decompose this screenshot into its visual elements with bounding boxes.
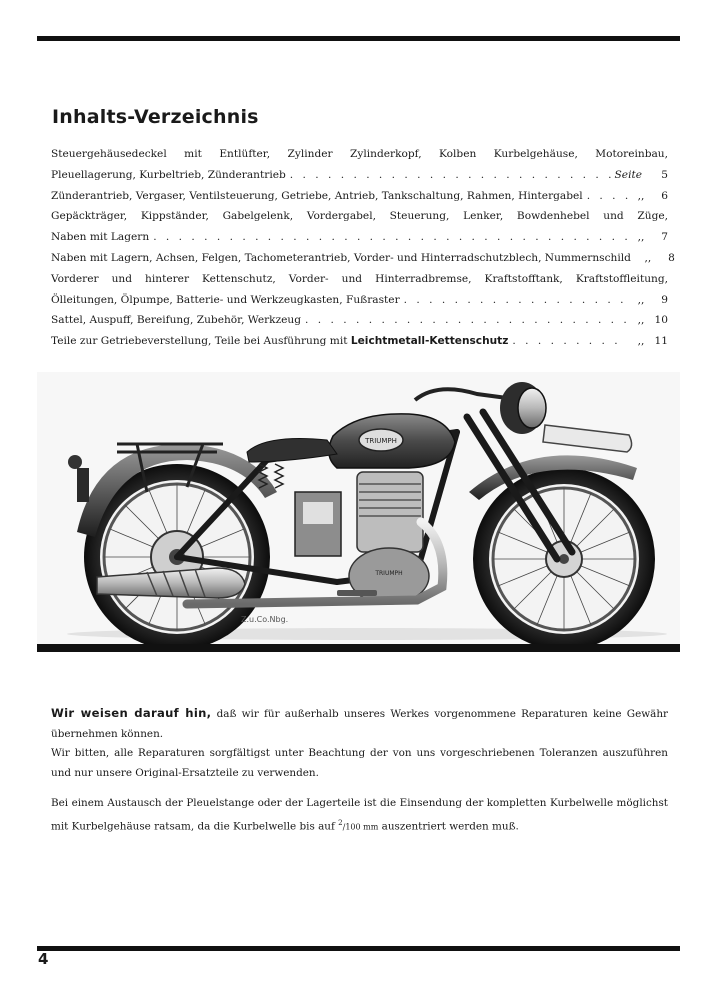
toc-row (51, 290, 668, 311)
toc-entry-text: Zünderantrieb, Vergaser, Ventilsteuerung, Getriebe, Antrieb, Tankschaltung, Rahmen, Hintergabel (51, 189, 583, 202)
toc-entry-text: Ölleitungen, Ölpumpe, Batterie- und Werkzeugkasten, Fußraster (51, 293, 400, 306)
ditto-mark: ,, (644, 251, 652, 264)
notice-section (51, 704, 668, 837)
motorcycle-photo (37, 372, 680, 644)
notice-paragraph (51, 704, 668, 744)
ditto-mark: ,, (637, 293, 645, 306)
tail-light (68, 455, 82, 469)
toc-row (51, 248, 675, 269)
front-wheel (473, 468, 655, 644)
notice-text: daß wir für außerhalb unseres Werkes vorgenommene Reparaturen keine Gewähr übernehmen können. (51, 708, 669, 740)
notice-lead: Wir weisen darauf hin, (51, 706, 212, 720)
toc-row (51, 227, 668, 248)
seite-label: Seite (614, 168, 642, 181)
tolerance-numerator: 2 (338, 818, 343, 827)
toc-page-number: 5 (661, 168, 668, 181)
tolerance-unit: /100 mm (342, 822, 379, 832)
ditto-mark: ,, (637, 231, 645, 244)
table-of-contents (51, 144, 675, 352)
bottom-rule (37, 946, 680, 951)
toc-row (51, 165, 668, 186)
toc-entry-text: Gepäckträger, Kippständer, Gabelgelenk, Vordergabel, Steuerung, Lenker, Bowdenhebel und Züge, (51, 210, 668, 223)
notice-paragraph (51, 794, 668, 837)
footrest (337, 590, 377, 596)
toc-page-number: 7 (661, 231, 668, 244)
toc-row (51, 206, 668, 227)
toc-page-number: 10 (654, 314, 668, 327)
leader-dots (305, 310, 628, 331)
leader-dots (404, 290, 628, 311)
page-number: 4 (38, 950, 49, 968)
toc-entry-text (51, 331, 508, 352)
toc-entry-text: Sattel, Auspuff, Bereifung, Zubehör, Werkzeug (51, 314, 302, 327)
toc-page-number: 11 (654, 335, 668, 348)
leader-dots (290, 165, 611, 186)
toc-row (51, 269, 668, 290)
leader-dots (153, 227, 628, 248)
notice-paragraph: Wir bitten, alle Reparaturen sorgfältigst unter Beachtung der von uns vorgeschriebenen Toleranzen auszuführen und nur unsere Original-Ersatzteile zu verwenden. (51, 747, 668, 779)
toc-entry-text: Pleuellagerung, Kurbeltrieb, Zünderantrieb (51, 168, 286, 181)
ditto-mark: ,, (637, 335, 645, 348)
toc-entry-text: Vorderer und hinterer Kettenschutz, Vorder- und Hinterradbremse, Kraftstofftank, Kraftstoffleitung, (51, 272, 668, 285)
toc-entry-bold: Leichtmetall-Kettenschutz (350, 335, 509, 348)
leader-dots (512, 331, 628, 352)
toc-row (51, 331, 668, 352)
toc-page-number: 6 (661, 189, 668, 202)
page-title: Inhalts-Verzeichnis (52, 106, 259, 128)
notice-text: auszentriert werden muß. (381, 820, 519, 833)
toc-entry-text: Steuergehäusedeckel mit Entlüfter, Zylinder Zylinderkopf, Kolben Kurbelgehäuse, Motoreinbau, (51, 148, 668, 160)
notice-text: Bei einem Austausch der Pleuelstange oder der Lagerteile ist die Einsendung der kompletten Kurbelwelle möglichst mit Kurbelgehäuse ratsam, da die Kurbelwelle bis auf (51, 797, 668, 833)
toc-row (51, 310, 668, 331)
toc-page-number: 8 (668, 251, 675, 264)
top-rule (37, 36, 680, 41)
crankcase-badge: TRIUMPH (375, 570, 403, 577)
toc-row (51, 144, 668, 165)
headlight (500, 382, 546, 434)
toc-row (51, 186, 668, 207)
toc-entry-text: Naben mit Lagern (51, 231, 150, 244)
toc-entry-text: Naben mit Lagern, Achsen, Felgen, Tachometerantrieb, Vorder- und Hinterradschutzblech, Nummernschild (51, 251, 631, 264)
photo-credit: Z.u.Co.Nbg. (241, 615, 289, 624)
tank-badge-text: TRIUMPH (365, 437, 397, 445)
ditto-mark: ,, (637, 314, 645, 327)
toc-page-number: 9 (661, 293, 668, 306)
photo-bottom-rule (37, 644, 680, 652)
leader-dots (587, 186, 628, 207)
toc-entry-prefix: Teile zur Getriebeverstellung, Teile bei Ausführung mit (51, 335, 348, 348)
motorcycle-illustration (37, 372, 680, 644)
ditto-mark: ,, (637, 189, 645, 202)
